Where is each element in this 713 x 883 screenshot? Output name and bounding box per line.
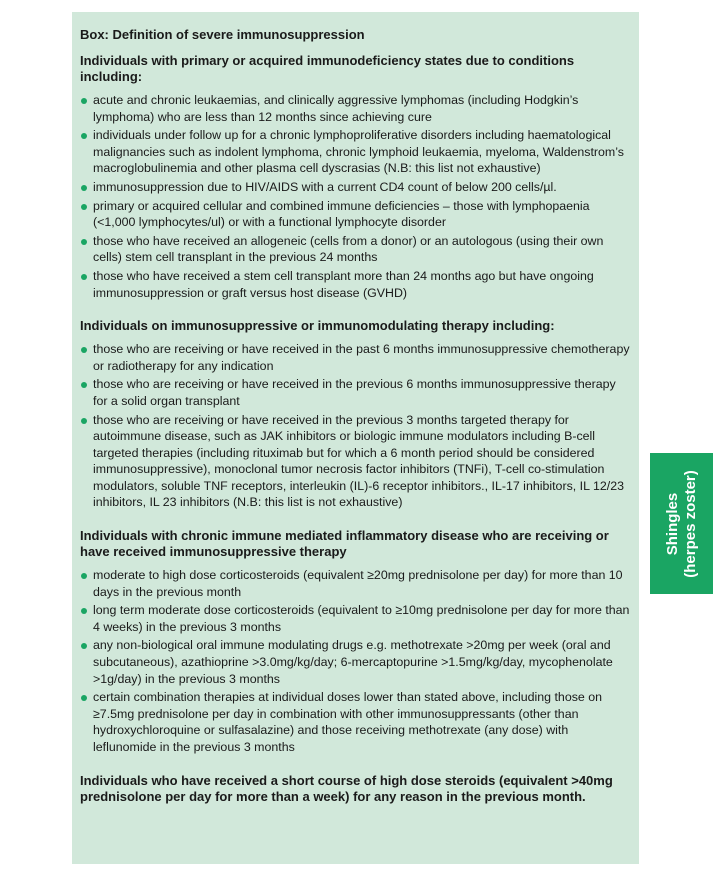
section-heading: Individuals with chronic immune mediated inflammatory disease who are receiving or have received immunosuppressive therapy [80,528,609,560]
list-item: moderate to high dose corticosteroids (equivalent ≥20mg prednisolone per day) for more than 10 days in the previous month [80,567,631,600]
section-immunodeficiency [80,53,631,301]
list-item: those who are receiving or have received in the past 6 months immunosuppressive chemotherapy or radiotherapy for any indication [80,341,631,374]
section-immunosuppressive-therapy [80,318,631,511]
bullet-list [80,567,631,756]
bullet-list [80,341,631,511]
section-heading: Individuals with primary or acquired immunodeficiency states due to conditions including: [80,53,575,84]
side-tab-label [664,470,700,578]
bullet-list [80,92,631,301]
side-tab-line-1: Shingles [663,492,681,555]
list-item: individuals under follow up for a chronic lymphoproliferative disorders including haematological malignancies such as indolent lymphoma, chronic lymphoid leukaemia, myeloma, Waldenstrom’s macroglobulinemia and other plasma cell dyscrasias (N.B: this list not exhaustive) [80,127,631,177]
list-item: those who are receiving or have received in the previous 3 months targeted therapy for autoimmune disease, such as JAK inhibitors or biologic immune modulators including B-cell targeted therapies (including rituximab but for which a 6 month period should be considered immunosuppressive), monoclonal tumor necrosis factor inhibitors (TNFi), T-cell co-stimulation modulators, soluble TNF receptors, interleukin (IL)-6 receptor inhibitors., IL-17 inhibitors, IL 12/23 inhibitors, IL 23 inhibitors (N.B: this list is not exhaustive) [80,412,631,512]
box-title: Box: Definition of severe immunosuppression [80,27,365,42]
section-chronic-inflammatory [80,528,631,756]
list-item: acute and chronic leukaemias, and clinically aggressive lymphomas (including Hodgkin’s lymphoma) who are less than 12 months since achieving cure [80,92,631,125]
list-item: any non-biological oral immune modulating drugs e.g. methotrexate >20mg per week (oral and subcutaneous), azathioprine >3.0mg/kg/day; 6-mercaptopurine >1.5mg/kg/day, mycophenolate >1g/day) in the previous 3 months [80,637,631,687]
definition-box [72,12,639,864]
closing-statement: Individuals who have received a short course of high dose steroids (equivalent >40mg prednisolone per day for more than a week) for any reason in the previous month. [80,772,613,804]
list-item: those who have received an allogeneic (cells from a donor) or an autologous (using their own cells) stem cell transplant in the previous 24 months [80,233,631,266]
list-item: those who have received a stem cell transplant more than 24 months ago but have ongoing immunosuppression or graft versus host disease (GVHD) [80,268,631,301]
chapter-side-tab [650,453,713,594]
list-item: long term moderate dose corticosteroids (equivalent to ≥10mg prednisolone per day for more than 4 weeks) in the previous 3 months [80,602,631,635]
list-item: immunosuppression due to HIV/AIDS with a current CD4 count of below 200 cells/µl. [80,179,631,196]
section-heading: Individuals on immunosuppressive or immunomodulating therapy including: [80,318,555,334]
list-item: those who are receiving or have received in the previous 6 months immunosuppressive therapy for a solid organ transplant [80,376,631,409]
side-tab-line-2: (herpes zoster) [681,469,699,578]
list-item: certain combination therapies at individual doses lower than stated above, including those on ≥7.5mg prednisolone per day in combination with other immunosuppressants (other than hydroxychloroquine or sulfasalazine) and those receiving methotrexate (any dose) with leflunomide in the previous 3 months [80,689,631,755]
list-item: primary or acquired cellular and combined immune deficiencies – those with lymphopaenia (<1,000 lymphocytes/ul) or with a functional lymphocyte disorder [80,198,631,231]
